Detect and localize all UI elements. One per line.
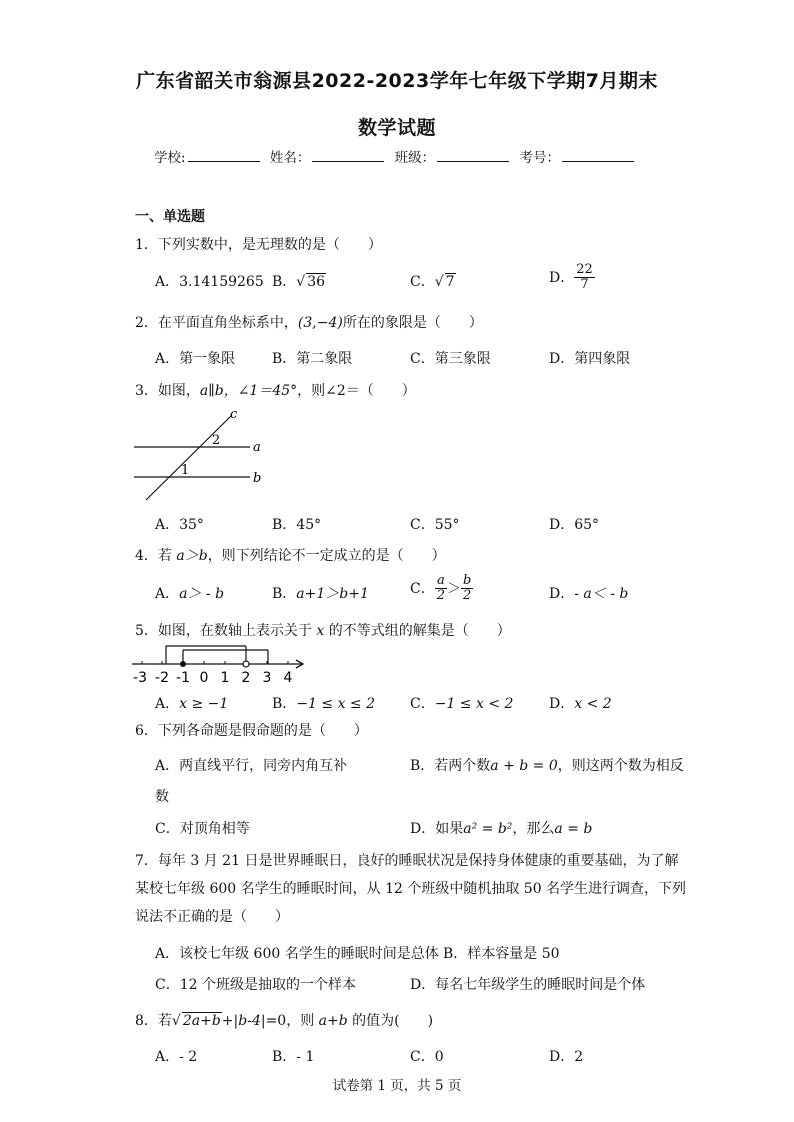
number-line-figure bbox=[130, 644, 310, 686]
page-footer: 试卷第 1 页，共 5 页 bbox=[332, 1078, 462, 1094]
question-7-line2: 某校七年级 600 名学生的睡眠时间，从 12 个班级中随机抽取 50 名学生进行调查，下列 bbox=[135, 881, 687, 897]
parallel-lines-figure bbox=[132, 405, 272, 505]
svg-text:-3: -3 bbox=[133, 670, 147, 686]
question-5: 5．如图，在数轴上表示关于 x 的不等式组的解集是（ ） bbox=[135, 623, 511, 639]
school-label: 学校: bbox=[154, 150, 186, 166]
q2-option-b: B．第二象限 bbox=[272, 351, 353, 367]
svg-text:a: a bbox=[253, 440, 261, 455]
q1-option-c: C．√ 7 bbox=[410, 274, 455, 290]
question-1: 1．下列实数中，是无理数的是（ ） bbox=[135, 237, 382, 253]
section-title: 一、单选题 bbox=[135, 209, 205, 225]
q4-option-a: A．a＞ - b bbox=[155, 586, 225, 602]
question-7-line1: 7．每年 3 月 21 日是世界睡眠日，良好的睡眠状况是保持身体健康的重要基础，为了解 bbox=[135, 853, 679, 869]
q4-option-b: B．a+1＞b+1 bbox=[272, 586, 369, 602]
svg-text:1: 1 bbox=[181, 463, 190, 478]
svg-text:-2: -2 bbox=[155, 670, 169, 686]
q2-option-d: D．第四象限 bbox=[549, 351, 631, 367]
q8-option-b: B．- 1 bbox=[272, 1049, 315, 1065]
svg-text:c: c bbox=[230, 407, 238, 422]
q2-option-a: A．第一象限 bbox=[155, 351, 236, 367]
q1-option-d: D． $\frac{22}{7}$ bbox=[549, 262, 593, 292]
q3-option-a: A．35° bbox=[155, 517, 204, 533]
question-6: 6．下列各命题是假命题的是（ ） bbox=[135, 723, 368, 739]
svg-text:3: 3 bbox=[262, 670, 272, 686]
q5-option-b: B．−1 ≤ x ≤ 2 bbox=[272, 696, 375, 712]
name-label: 姓名： bbox=[269, 150, 311, 166]
q6-option-c: C．对顶角相等 bbox=[155, 821, 250, 837]
exam-title-line1: 广东省韶关市翁源县2022-2023学年七年级下学期7月期末 bbox=[136, 70, 658, 92]
number-field[interactable] bbox=[562, 149, 634, 162]
q8-option-a: A．- 2 bbox=[155, 1049, 198, 1065]
question-4: 4．若 a＞b，则下列结论不一定成立的是（ ） bbox=[135, 548, 446, 564]
question-3: 3．如图，a∥b，∠1＝45°，则∠2＝（ ） bbox=[135, 383, 416, 399]
q6-option-b: B．若两个数a + b = 0，则这两个数为相反 bbox=[410, 758, 684, 774]
svg-text:0: 0 bbox=[199, 670, 209, 686]
q3-option-c: C．55° bbox=[410, 517, 460, 533]
class-label: 班级： bbox=[394, 150, 436, 166]
number-label: 考号： bbox=[519, 150, 560, 166]
q7-option-b: B．样本容量是 50 bbox=[443, 946, 560, 962]
svg-text:-1: -1 bbox=[176, 670, 190, 686]
svg-text:2: 2 bbox=[212, 433, 221, 448]
q7-option-d: D．每名七年级学生的睡眠时间是个体 bbox=[410, 977, 646, 993]
q6-option-a: A．两直线平行，同旁内角互补 bbox=[155, 758, 348, 774]
exam-title-line2: 数学试题 bbox=[357, 117, 436, 139]
svg-text:2: 2 bbox=[241, 670, 251, 686]
q1-option-a: A．3.14159265 bbox=[155, 274, 264, 290]
name-field[interactable] bbox=[312, 149, 384, 162]
q7-option-c: C．12 个班级是抽取的一个样本 bbox=[155, 977, 356, 993]
q4-option-c: C． $\frac{a}{2}$ ＞ $\frac{b}{2}$ bbox=[410, 573, 472, 603]
q1-option-b: B．√ 36 bbox=[272, 274, 326, 290]
q8-option-d: D．2 bbox=[549, 1049, 584, 1065]
question-8: 8．若√ 2a+b+|b-4|=0，则 a+b 的值为( ) bbox=[135, 1013, 434, 1029]
q7-option-a: A．该校七年级 600 名学生的睡眠时间是总体 bbox=[155, 946, 439, 962]
q5-option-a: A．x ≥ −1 bbox=[155, 696, 229, 712]
question-7-line3: 说法不正确的是（ ） bbox=[135, 909, 289, 925]
q6-option-b-wrap: 数 bbox=[155, 789, 169, 805]
svg-text:4: 4 bbox=[283, 670, 293, 686]
q3-option-b: B．45° bbox=[272, 517, 322, 533]
class-field[interactable] bbox=[437, 149, 509, 162]
svg-text:1: 1 bbox=[220, 670, 230, 686]
student-info-row bbox=[0, 146, 794, 166]
q6-option-d: D．如果a² = b²，那么a = b bbox=[410, 821, 593, 837]
q5-option-d: D．x < 2 bbox=[549, 696, 612, 712]
question-2: 2．在平面直角坐标系中，(3,−4)所在的象限是（ ） bbox=[135, 315, 483, 331]
q8-option-c: C．0 bbox=[410, 1049, 444, 1065]
q3-option-d: D．65° bbox=[549, 517, 600, 533]
q2-option-c: C．第三象限 bbox=[410, 351, 491, 367]
svg-text:b: b bbox=[253, 471, 262, 486]
school-field[interactable] bbox=[188, 149, 260, 162]
q4-option-d: D．- a＜ - b bbox=[549, 586, 629, 602]
q5-option-c: C．−1 ≤ x < 2 bbox=[410, 696, 514, 712]
